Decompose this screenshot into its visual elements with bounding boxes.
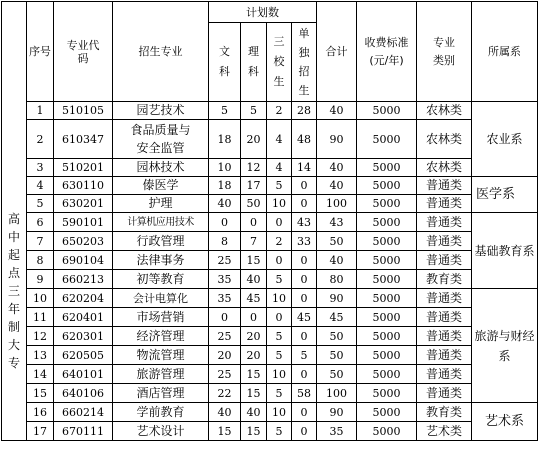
row-code: 620301 xyxy=(54,327,113,346)
row-sanxiao: 4 xyxy=(267,120,292,159)
row-wen: 25 xyxy=(209,251,241,270)
row-li: 0 xyxy=(241,308,267,327)
row-total: 90 xyxy=(317,403,357,422)
header-total: 合计 xyxy=(317,2,357,102)
row-dandu: 0 xyxy=(292,403,317,422)
header-li: 理科 xyxy=(241,23,267,102)
row-dandu: 48 xyxy=(292,120,317,159)
row-category: 普通类 xyxy=(417,213,472,232)
row-wen: 0 xyxy=(209,308,241,327)
row-dandu: 14 xyxy=(292,159,317,177)
table-row xyxy=(2,289,538,308)
row-seq: 10 xyxy=(27,289,54,308)
row-dandu: 5 xyxy=(292,346,317,365)
row-code: 640101 xyxy=(54,365,113,384)
row-seq: 12 xyxy=(27,327,54,346)
row-dandu: 0 xyxy=(292,270,317,289)
row-code: 510105 xyxy=(54,102,113,120)
row-major: 法律事务 xyxy=(113,251,209,270)
row-major: 物流管理 xyxy=(113,346,209,365)
row-total: 40 xyxy=(317,251,357,270)
row-code: 640106 xyxy=(54,384,113,403)
row-code: 650203 xyxy=(54,232,113,251)
row-fee: 5000 xyxy=(357,232,417,251)
row-code: 620204 xyxy=(54,289,113,308)
row-sanxiao: 5 xyxy=(267,327,292,346)
row-sanxiao: 0 xyxy=(267,213,292,232)
row-category: 普通类 xyxy=(417,232,472,251)
row-li: 17 xyxy=(241,177,267,195)
row-fee: 5000 xyxy=(357,177,417,195)
row-major: 园林技术 xyxy=(113,159,209,177)
row-dandu: 0 xyxy=(292,365,317,384)
header-plan: 计划数 xyxy=(209,2,317,23)
row-seq: 14 xyxy=(27,365,54,384)
row-category: 普通类 xyxy=(417,177,472,195)
row-wen: 25 xyxy=(209,327,241,346)
row-seq: 7 xyxy=(27,232,54,251)
department-cell: 旅游与财经系 xyxy=(472,289,538,403)
header-wen: 文科 xyxy=(209,23,241,102)
row-category: 普通类 xyxy=(417,289,472,308)
header-sanxiao: 三校生 xyxy=(267,23,292,102)
row-category: 农林类 xyxy=(417,102,472,120)
table-row xyxy=(2,120,538,159)
table-row xyxy=(2,327,538,346)
row-fee: 5000 xyxy=(357,102,417,120)
row-total: 40 xyxy=(317,159,357,177)
table-row xyxy=(2,403,538,422)
row-category: 教育类 xyxy=(417,270,472,289)
row-li: 12 xyxy=(241,159,267,177)
row-code: 620401 xyxy=(54,308,113,327)
department-cell: 艺术系 xyxy=(472,403,538,441)
row-fee: 5000 xyxy=(357,159,417,177)
row-li: 15 xyxy=(241,251,267,270)
row-category: 普通类 xyxy=(417,365,472,384)
row-category: 普通类 xyxy=(417,195,472,213)
row-wen: 18 xyxy=(209,177,241,195)
row-major: 计算机应用技术 xyxy=(113,213,209,232)
row-sanxiao: 5 xyxy=(267,422,292,441)
row-seq: 6 xyxy=(27,213,54,232)
row-seq: 8 xyxy=(27,251,54,270)
row-fee: 5000 xyxy=(357,195,417,213)
table-row xyxy=(2,308,538,327)
row-fee: 5000 xyxy=(357,384,417,403)
row-fee: 5000 xyxy=(357,327,417,346)
row-code: 620505 xyxy=(54,346,113,365)
row-code: 630110 xyxy=(54,177,113,195)
row-li: 5 xyxy=(241,102,267,120)
table-row xyxy=(2,213,538,232)
row-major: 旅游管理 xyxy=(113,365,209,384)
row-wen: 15 xyxy=(209,422,241,441)
row-category: 艺术类 xyxy=(417,422,472,441)
row-total: 35 xyxy=(317,422,357,441)
row-fee: 5000 xyxy=(357,120,417,159)
row-seq: 4 xyxy=(27,177,54,195)
row-major: 市场营销 xyxy=(113,308,209,327)
row-sanxiao: 5 xyxy=(267,177,292,195)
row-major: 园艺技术 xyxy=(113,102,209,120)
table-row xyxy=(2,177,538,195)
row-seq: 13 xyxy=(27,346,54,365)
row-dandu: 0 xyxy=(292,177,317,195)
table-row xyxy=(2,159,538,177)
table-row xyxy=(2,346,538,365)
row-major: 傣医学 xyxy=(113,177,209,195)
row-sanxiao: 4 xyxy=(267,159,292,177)
row-category: 教育类 xyxy=(417,403,472,422)
row-wen: 18 xyxy=(209,120,241,159)
row-dandu: 0 xyxy=(292,289,317,308)
row-dandu: 33 xyxy=(292,232,317,251)
row-sanxiao: 10 xyxy=(267,195,292,213)
row-dandu: 45 xyxy=(292,308,317,327)
row-category: 普通类 xyxy=(417,346,472,365)
table-row xyxy=(2,384,538,403)
row-li: 45 xyxy=(241,289,267,308)
row-li: 15 xyxy=(241,422,267,441)
side-label xyxy=(2,2,27,441)
table-row xyxy=(2,232,538,251)
row-wen: 8 xyxy=(209,232,241,251)
row-sanxiao: 0 xyxy=(267,251,292,270)
row-code: 590101 xyxy=(54,213,113,232)
row-total: 100 xyxy=(317,384,357,403)
row-li: 40 xyxy=(241,270,267,289)
row-major: 经济管理 xyxy=(113,327,209,346)
row-seq: 17 xyxy=(27,422,54,441)
row-li: 15 xyxy=(241,384,267,403)
department-cell: 医学系 xyxy=(472,177,538,213)
table-row xyxy=(2,102,538,120)
row-dandu: 28 xyxy=(292,102,317,120)
row-category: 农林类 xyxy=(417,120,472,159)
row-total: 45 xyxy=(317,308,357,327)
row-dandu: 58 xyxy=(292,384,317,403)
row-code: 510201 xyxy=(54,159,113,177)
row-sanxiao: 2 xyxy=(267,232,292,251)
row-wen: 35 xyxy=(209,270,241,289)
row-seq: 11 xyxy=(27,308,54,327)
row-code: 630201 xyxy=(54,195,113,213)
row-seq: 9 xyxy=(27,270,54,289)
row-code: 660213 xyxy=(54,270,113,289)
row-fee: 5000 xyxy=(357,270,417,289)
row-wen: 40 xyxy=(209,403,241,422)
header-code: 专业代码 xyxy=(54,2,113,102)
row-sanxiao: 5 xyxy=(267,270,292,289)
row-major: 会计电算化 xyxy=(113,289,209,308)
row-category: 普通类 xyxy=(417,384,472,403)
header-major: 招生专业 xyxy=(113,2,209,102)
row-seq: 16 xyxy=(27,403,54,422)
row-wen: 22 xyxy=(209,384,241,403)
row-major: 酒店管理 xyxy=(113,384,209,403)
table-row xyxy=(2,251,538,270)
row-category: 普通类 xyxy=(417,251,472,270)
row-total: 50 xyxy=(317,346,357,365)
table-row xyxy=(2,365,538,384)
header-fee: 收费标准(元/年) xyxy=(357,2,417,102)
row-total: 50 xyxy=(317,327,357,346)
row-seq: 1 xyxy=(27,102,54,120)
row-sanxiao: 10 xyxy=(267,365,292,384)
row-code: 690104 xyxy=(54,251,113,270)
row-wen: 40 xyxy=(209,195,241,213)
row-total: 50 xyxy=(317,365,357,384)
row-dandu: 0 xyxy=(292,422,317,441)
row-total: 90 xyxy=(317,289,357,308)
row-major: 学前教育 xyxy=(113,403,209,422)
table-row xyxy=(2,270,538,289)
table-row xyxy=(2,195,538,213)
row-fee: 5000 xyxy=(357,365,417,384)
row-wen: 5 xyxy=(209,102,241,120)
header-dept: 所属系 xyxy=(472,2,538,102)
row-sanxiao: 2 xyxy=(267,102,292,120)
row-wen: 0 xyxy=(209,213,241,232)
row-fee: 5000 xyxy=(357,289,417,308)
row-wen: 10 xyxy=(209,159,241,177)
header-dandu: 单独招生 xyxy=(292,23,317,102)
row-total: 50 xyxy=(317,232,357,251)
header-seq: 序号 xyxy=(27,2,54,102)
row-sanxiao: 5 xyxy=(267,384,292,403)
row-category: 普通类 xyxy=(417,327,472,346)
department-cell: 基础教育系 xyxy=(472,213,538,289)
row-seq: 15 xyxy=(27,384,54,403)
row-fee: 5000 xyxy=(357,403,417,422)
row-dandu: 0 xyxy=(292,251,317,270)
row-total: 100 xyxy=(317,195,357,213)
row-fee: 5000 xyxy=(357,422,417,441)
row-fee: 5000 xyxy=(357,213,417,232)
row-sanxiao: 5 xyxy=(267,346,292,365)
row-wen: 35 xyxy=(209,289,241,308)
row-wen: 25 xyxy=(209,365,241,384)
row-fee: 5000 xyxy=(357,251,417,270)
row-sanxiao: 10 xyxy=(267,289,292,308)
row-major: 行政管理 xyxy=(113,232,209,251)
row-li: 0 xyxy=(241,213,267,232)
row-total: 80 xyxy=(317,270,357,289)
row-total: 40 xyxy=(317,177,357,195)
row-total: 43 xyxy=(317,213,357,232)
row-li: 40 xyxy=(241,403,267,422)
row-seq: 5 xyxy=(27,195,54,213)
row-li: 15 xyxy=(241,365,267,384)
row-major: 初等教育 xyxy=(113,270,209,289)
row-total: 40 xyxy=(317,102,357,120)
row-seq: 3 xyxy=(27,159,54,177)
row-major: 护理 xyxy=(113,195,209,213)
header-category: 专业类别 xyxy=(417,2,472,102)
row-major: 艺术设计 xyxy=(113,422,209,441)
row-code: 660214 xyxy=(54,403,113,422)
row-major: 食品质量与安全监管 xyxy=(113,120,209,159)
enrollment-table xyxy=(1,1,538,441)
side-label-text: 高中起点三年制大专 xyxy=(8,212,21,370)
row-wen: 20 xyxy=(209,346,241,365)
row-fee: 5000 xyxy=(357,308,417,327)
table-row xyxy=(2,422,538,441)
row-seq: 2 xyxy=(27,120,54,159)
row-fee: 5000 xyxy=(357,346,417,365)
row-li: 50 xyxy=(241,195,267,213)
row-category: 农林类 xyxy=(417,159,472,177)
row-li: 7 xyxy=(241,232,267,251)
row-li: 20 xyxy=(241,346,267,365)
row-dandu: 0 xyxy=(292,327,317,346)
row-sanxiao: 10 xyxy=(267,403,292,422)
row-total: 90 xyxy=(317,120,357,159)
row-li: 20 xyxy=(241,327,267,346)
row-dandu: 43 xyxy=(292,213,317,232)
row-code: 670111 xyxy=(54,422,113,441)
department-cell: 农业系 xyxy=(472,102,538,177)
row-category: 普通类 xyxy=(417,308,472,327)
row-dandu: 0 xyxy=(292,195,317,213)
row-code: 610347 xyxy=(54,120,113,159)
row-sanxiao: 0 xyxy=(267,308,292,327)
row-li: 20 xyxy=(241,120,267,159)
